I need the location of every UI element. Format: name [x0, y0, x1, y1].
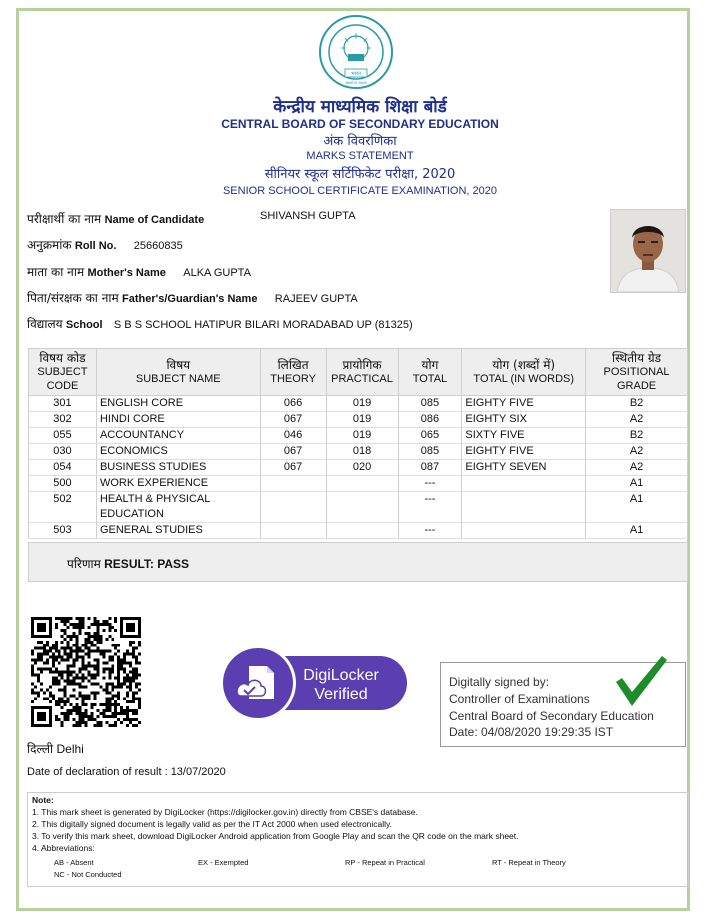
subject-name: ENGLISH CORE: [96, 396, 260, 412]
candidate-name: SHIVANSH GUPTA: [260, 210, 356, 222]
school-label-hindi: विद्यालय: [27, 317, 63, 331]
positional-grade: B2: [586, 396, 688, 412]
roll-label-english: Roll No.: [74, 240, 117, 252]
candidate-name-row: [27, 210, 356, 227]
total-marks: 087: [398, 460, 462, 476]
abbreviation-item: AB - Absent: [54, 858, 94, 867]
verified-check-icon: [610, 652, 670, 710]
roll-number: 25660835: [133, 240, 183, 252]
subject-code: 500: [29, 476, 97, 492]
father-label-hindi: पिता/संरक्षक का नाम: [27, 291, 119, 305]
subject-name: GENERAL STUDIES: [96, 523, 260, 539]
total-marks: ---: [398, 492, 462, 523]
subject-name: ACCOUNTANCY: [96, 428, 260, 444]
positional-grade: A2: [586, 412, 688, 428]
header-practical: प्रायोगिक PRACTICAL: [326, 349, 398, 396]
positional-grade: A2: [586, 444, 688, 460]
marks-table: [28, 348, 688, 539]
abbreviation-item: NC - Not Conducted: [54, 870, 122, 879]
board-name-hindi: केन्द्रीय माध्यमिक शिक्षा बोर्ड: [273, 97, 447, 117]
candidate-photo: [610, 209, 686, 293]
header-subject-name: विषय SUBJECT NAME: [96, 349, 260, 396]
total-in-words: EIGHTY SEVEN: [462, 460, 586, 476]
header-theory: लिखित THEORY: [260, 349, 326, 396]
table-row: [29, 412, 688, 428]
qr-code[interactable]: [31, 617, 141, 729]
roll-label-hindi: अनुक्रमांक: [27, 238, 72, 252]
logo-tagline: असतो मा सद्गमय: [345, 81, 367, 85]
total-in-words: [462, 476, 586, 492]
signature-line3: Central Board of Secondary Education: [449, 709, 654, 723]
table-row: [29, 396, 688, 412]
theory-marks: 046: [260, 428, 326, 444]
school-row: [27, 315, 413, 332]
school-label-english: School: [65, 319, 103, 331]
place-hindi: दिल्ली: [27, 742, 54, 756]
subject-code: 302: [29, 412, 97, 428]
table-header-row: [29, 349, 688, 396]
digilocker-verified-badge: [219, 644, 409, 722]
total-in-words: SIXTY FIVE: [462, 428, 586, 444]
name-label-english: Name of Candidate: [104, 214, 205, 226]
practical-marks: [326, 523, 398, 539]
verified-label: Verified: [314, 686, 368, 703]
father-name: RAJEEV GUPTA: [274, 293, 358, 305]
practical-marks: 019: [326, 412, 398, 428]
total-marks: 085: [398, 396, 462, 412]
table-row: [29, 460, 688, 476]
mother-label-english: Mother's Name: [87, 267, 166, 279]
table-row: [29, 476, 688, 492]
table-row: [29, 428, 688, 444]
header-total-words: योग (शब्दों में) TOTAL (IN WORDS): [462, 349, 586, 396]
theory-marks: 067: [260, 460, 326, 476]
practical-marks: 019: [326, 428, 398, 444]
mother-row: [27, 263, 251, 280]
header-subject-code: विषय कोड SUBJECT CODE: [29, 349, 97, 396]
table-row: [29, 492, 688, 523]
subject-code: 503: [29, 523, 97, 539]
subject-code: 055: [29, 428, 97, 444]
total-marks: 065: [398, 428, 462, 444]
result-label-english: RESULT:: [104, 557, 154, 571]
school-name: S B S SCHOOL HATIPUR BILARI MORADABAD UP (81325): [113, 319, 413, 331]
father-row: [27, 289, 358, 306]
result-line: [67, 555, 189, 572]
roll-row: [27, 236, 183, 253]
table-row: [29, 523, 688, 539]
result-panel: [28, 542, 688, 582]
notes-title: Note:: [32, 795, 54, 805]
declaration-date: Date of declaration of result : 13/07/2020: [27, 766, 226, 778]
total-in-words: [462, 523, 586, 539]
abbreviation-item: RP - Repeat in Practical: [345, 858, 425, 867]
practical-marks: [326, 492, 398, 523]
subject-code: 301: [29, 396, 97, 412]
mother-label-hindi: माता का नाम: [27, 265, 85, 279]
theory-marks: 067: [260, 444, 326, 460]
father-label-english: Father's/Guardian's Name: [122, 293, 258, 305]
abbreviation-item: RT - Repeat in Theory: [492, 858, 566, 867]
subject-code: 054: [29, 460, 97, 476]
notes-box: [27, 792, 689, 887]
theory-marks: [260, 523, 326, 539]
practical-marks: 019: [326, 396, 398, 412]
subject-code: 030: [29, 444, 97, 460]
positional-grade: A1: [586, 523, 688, 539]
practical-marks: 018: [326, 444, 398, 460]
positional-grade: A1: [586, 476, 688, 492]
result-value: PASS: [157, 557, 190, 571]
total-in-words: EIGHTY FIVE: [462, 396, 586, 412]
subject-name-line1: HEALTH & PHYSICAL: [99, 493, 211, 505]
statement-english: MARKS STATEMENT: [306, 150, 414, 162]
subject-name: WORK EXPERIENCE: [96, 476, 260, 492]
statement-hindi: अंक विवरणिका: [323, 134, 397, 149]
positional-grade: B2: [586, 428, 688, 444]
theory-marks: [260, 476, 326, 492]
total-in-words: EIGHTY SIX: [462, 412, 586, 428]
exam-english: SENIOR SCHOOL CERTIFICATE EXAMINATION, 2020: [222, 185, 498, 197]
practical-marks: [326, 476, 398, 492]
mother-name: ALKA GUPTA: [183, 267, 251, 279]
note-item: 2. This digitally signed document is legally valid as per the IT Act 2000 when used electronically.: [32, 819, 393, 829]
place-of-issue: [27, 740, 84, 757]
theory-marks: [260, 492, 326, 523]
subject-name: [96, 492, 260, 523]
note-item: 1. This mark sheet is generated by DigiLocker (https://digilocker.gov.in) directly from CBSE's database.: [32, 807, 418, 817]
total-in-words: [462, 492, 586, 523]
subject-name-line2: EDUCATION: [99, 508, 164, 520]
total-marks: ---: [398, 476, 462, 492]
total-marks: 085: [398, 444, 462, 460]
header-total: योग TOTAL: [398, 349, 462, 396]
subject-name: ECONOMICS: [96, 444, 260, 460]
theory-marks: 066: [260, 396, 326, 412]
positional-grade: A2: [586, 460, 688, 476]
total-in-words: EIGHTY FIVE: [462, 444, 586, 460]
subject-name: HINDI CORE: [96, 412, 260, 428]
logo-motto: भारत: [351, 71, 361, 77]
table-row: [29, 444, 688, 460]
positional-grade: A1: [586, 492, 688, 523]
theory-marks: 067: [260, 412, 326, 428]
note-item: 3. To verify this mark sheet, download DigiLocker Android application from Google Play and scan the QR code on the mark sheet.: [32, 831, 519, 841]
total-marks: ---: [398, 523, 462, 539]
place-english: Delhi: [56, 742, 84, 756]
digilocker-label: DigiLocker: [303, 667, 379, 684]
name-label-hindi: परीक्षार्थी का नाम: [27, 212, 102, 226]
header-grade: स्थितीय ग्रेड POSITIONAL GRADE: [586, 349, 688, 396]
subject-code: 502: [29, 492, 97, 523]
practical-marks: 020: [326, 460, 398, 476]
total-marks: 086: [398, 412, 462, 428]
cbse-logo: [318, 14, 394, 90]
subject-name: BUSINESS STUDIES: [96, 460, 260, 476]
board-name-english: CENTRAL BOARD OF SECONDARY EDUCATION: [221, 117, 499, 131]
signature-line2: Controller of Examinations: [449, 692, 590, 706]
note-item: 4. Abbreviations:: [32, 843, 95, 853]
signature-line1: Digitally signed by:: [449, 675, 550, 689]
abbreviation-item: EX - Exempted: [198, 858, 249, 867]
exam-hindi: सीनियर स्कूल सर्टिफिकेट परीक्षा, 2020: [264, 167, 456, 182]
result-label-hindi: परिणाम: [67, 557, 101, 571]
signature-date: Date: 04/08/2020 19:29:35 IST: [449, 725, 614, 739]
